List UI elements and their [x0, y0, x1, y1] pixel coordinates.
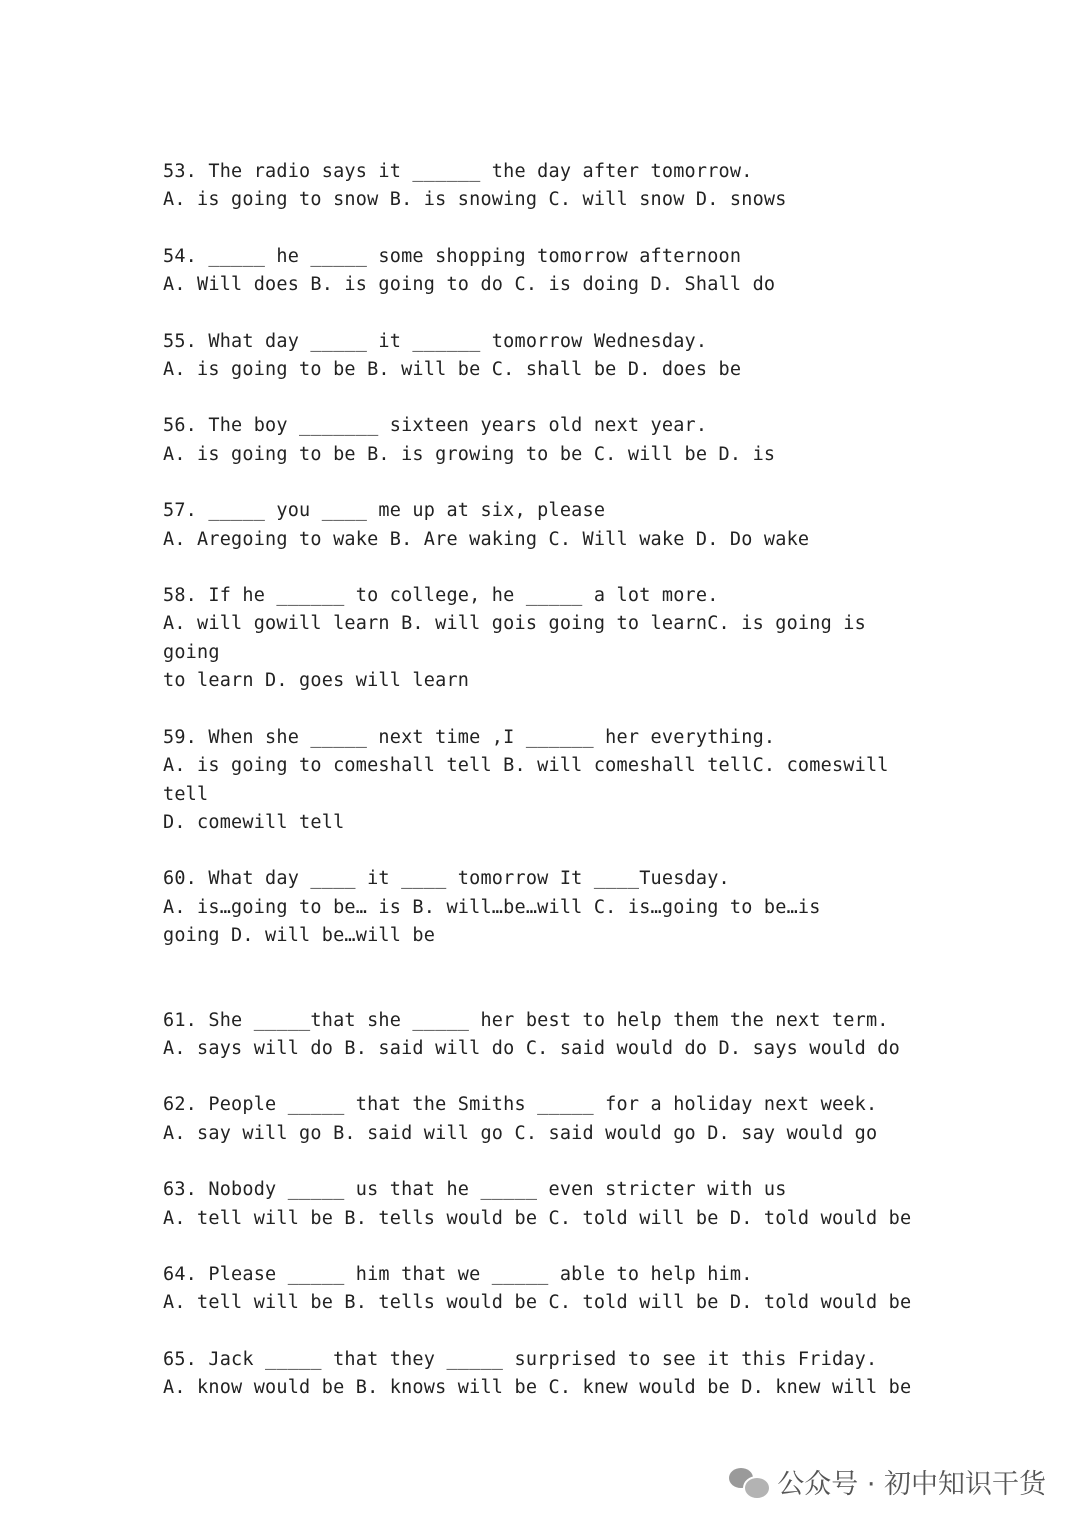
question-60 [163, 865, 923, 950]
question-options: A. is going to be B. is growing to be C. will be D. is [163, 443, 776, 465]
question-options-continued: to learn D. goes will learn [163, 670, 470, 692]
question-stem: 64. Please _____ him that we _____ able to help him. [163, 1263, 753, 1285]
question-62 [163, 1091, 923, 1148]
question-options: A. is going to comeshall tell B. will comeshall tellC. comeswill tell [163, 755, 900, 805]
question-stem: 63. Nobody _____ us that he _____ even stricter with us [163, 1179, 787, 1201]
question-options-continued: D. comewill tell [163, 811, 345, 833]
watermark-text: 公众号 · 初中知识干货 [777, 1469, 1046, 1500]
question-64 [163, 1261, 923, 1318]
question-stem: 55. What day _____ it ______ tomorrow Wednesday. [163, 330, 708, 352]
question-stem: 60. What day ____ it ____ tomorrow It ____Tuesday. [163, 868, 730, 890]
question-stem: 59. When she _____ next time ,I ______ her everything. [163, 726, 776, 748]
question-53 [163, 158, 923, 215]
question-options-continued: going D. will be…will be [163, 925, 436, 947]
question-stem: 65. Jack _____ that they _____ surprised to see it this Friday. [163, 1348, 878, 1370]
question-65 [163, 1346, 923, 1403]
question-options: A. is going to snow B. is snowing C. will snow D. snows [163, 189, 787, 211]
question-stem: 54. _____ he _____ some shopping tomorrow afternoon [163, 245, 742, 267]
question-58 [163, 582, 923, 696]
question-56 [163, 412, 923, 469]
question-options: A. Aregoing to wake B. Are waking C. Will wake D. Do wake [163, 528, 810, 550]
question-61 [163, 1007, 923, 1064]
question-stem: 53. The radio says it ______ the day after tomorrow. [163, 161, 753, 182]
question-54 [163, 243, 923, 300]
question-55 [163, 328, 923, 385]
question-stem: 61. She _____that she _____ her best to help them the next term. [163, 1009, 889, 1031]
question-59 [163, 724, 923, 838]
question-stem: 57. _____ you ____ me up at six, please [163, 500, 606, 522]
question-57 [163, 497, 923, 554]
question-options: A. is…going to be… is B. will…be…will C. is…going to be…is [163, 896, 821, 918]
question-list [163, 158, 923, 1403]
question-options: A. is going to be B. will be C. shall be D. does be [163, 359, 742, 381]
wechat-icon [729, 1466, 769, 1498]
question-options: A. tell will be B. tells would be C. told will be D. told would be [163, 1207, 912, 1229]
watermark [729, 1462, 1046, 1501]
question-options: A. say will go B. said will go C. said would go D. say would go [163, 1122, 878, 1144]
question-options: A. will gowill learn B. will gois going to learnC. is going is going [163, 613, 878, 663]
question-options: A. says will do B. said will do C. said would do D. says would do [163, 1037, 900, 1059]
question-stem: 58. If he ______ to college, he _____ a lot more. [163, 585, 719, 607]
question-stem: 56. The boy _______ sixteen years old next year. [163, 415, 708, 437]
question-63 [163, 1176, 923, 1233]
question-stem: 62. People _____ that the Smiths _____ for a holiday next week. [163, 1094, 878, 1116]
question-options: A. know would be B. knows will be C. knew would be D. knew will be [163, 1377, 912, 1399]
question-options: A. tell will be B. tells would be C. told will be D. told would be [163, 1292, 912, 1314]
question-options: A. Will does B. is going to do C. is doing D. Shall do [163, 274, 776, 296]
